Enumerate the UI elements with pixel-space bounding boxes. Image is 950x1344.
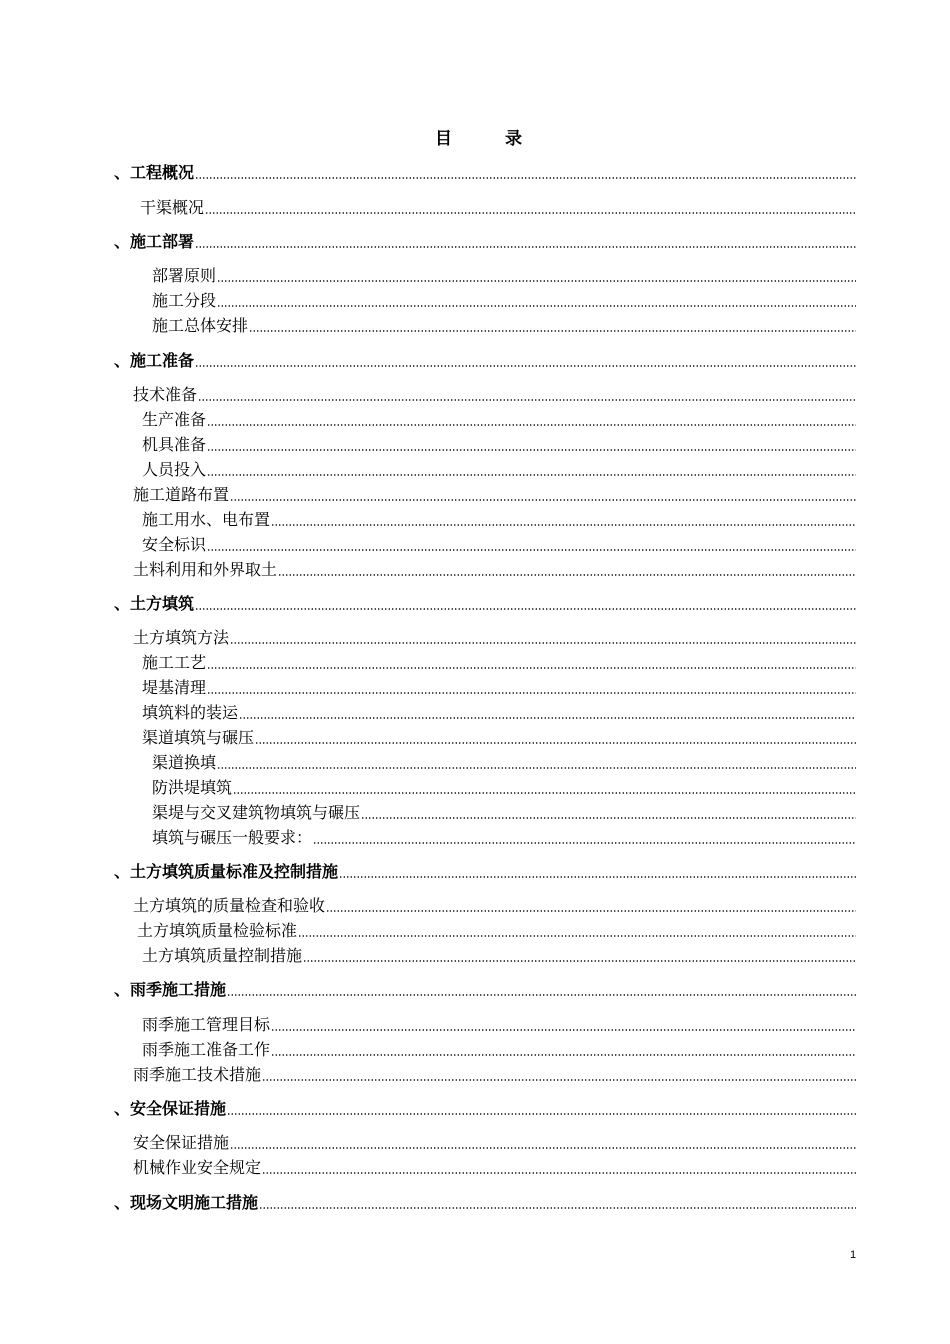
dot-leader	[233, 791, 856, 795]
dot-leader	[195, 176, 856, 180]
dot-leader	[361, 816, 856, 820]
toc-entry[interactable]	[114, 1099, 856, 1119]
toc-title: 目 录	[435, 129, 540, 149]
dot-leader	[262, 1078, 856, 1082]
toc-entry-label: 、工程概况	[114, 163, 195, 182]
toc-entry[interactable]	[133, 1065, 856, 1085]
toc-entry-label: 施工工艺	[142, 653, 207, 672]
toc-entry-label: 雨季施工管理目标	[142, 1015, 271, 1034]
dot-leader	[207, 423, 856, 427]
dot-leader	[230, 641, 856, 645]
dot-leader	[230, 1146, 856, 1150]
dot-leader	[207, 691, 856, 695]
toc-entry[interactable]	[152, 316, 856, 336]
toc-entry[interactable]	[152, 828, 856, 848]
toc-entry-label: 雨季施工技术措施	[133, 1065, 262, 1084]
toc-entry[interactable]	[152, 778, 856, 798]
toc-entry-label: 安全保证措施	[133, 1133, 230, 1152]
toc-entry-label: 干渠概况	[140, 198, 205, 217]
toc-entry[interactable]	[137, 921, 856, 941]
toc-entry-label: 雨季施工准备工作	[142, 1040, 271, 1059]
dot-leader	[195, 364, 856, 368]
dot-leader	[217, 279, 856, 283]
toc-entry[interactable]	[114, 232, 856, 252]
dot-leader	[339, 875, 856, 879]
toc-entry-label: 生产准备	[142, 410, 207, 429]
dot-leader	[195, 245, 856, 249]
toc-entry[interactable]	[114, 594, 856, 614]
dot-leader	[271, 1053, 856, 1057]
dot-leader	[205, 211, 856, 215]
toc-entry-label: 填筑料的装运	[142, 703, 239, 722]
toc-entry[interactable]	[152, 753, 856, 773]
dot-leader	[249, 329, 856, 333]
toc-entry-label: 、土方填筑	[114, 594, 195, 613]
dot-leader	[217, 766, 856, 770]
toc-entry[interactable]	[114, 351, 856, 371]
toc-entry-label: 机具准备	[142, 435, 207, 454]
toc-entry-label: 安全标识	[142, 535, 207, 554]
toc-entry[interactable]	[140, 198, 856, 218]
toc-entry[interactable]	[114, 980, 856, 1000]
toc-entry[interactable]	[142, 460, 856, 480]
toc-entry[interactable]	[114, 1193, 856, 1213]
toc-entry-label: 、安全保证措施	[114, 1099, 227, 1118]
toc-entry-label: 、现场文明施工措施	[114, 1193, 259, 1212]
toc-entry-label: 、土方填筑质量标准及控制措施	[114, 862, 339, 881]
toc-entry-label: 土方填筑方法	[133, 628, 230, 647]
toc-entry-label: 填筑与碾压一般要求：	[152, 828, 313, 847]
toc-entry-label: 施工用水、电布置	[142, 510, 271, 529]
toc-entry-label: 施工总体安排	[152, 316, 249, 335]
toc-entry-label: 施工道路布置	[133, 485, 230, 504]
toc-entry[interactable]	[133, 485, 856, 505]
toc-entry[interactable]	[142, 728, 856, 748]
dot-leader	[198, 398, 856, 402]
toc-entry[interactable]	[142, 1015, 856, 1035]
dot-leader	[195, 607, 856, 611]
toc-entry[interactable]	[133, 896, 856, 916]
toc-entry[interactable]	[133, 1133, 856, 1153]
toc-entry-label: 技术准备	[133, 385, 198, 404]
toc-entry-label: 施工分段	[152, 291, 217, 310]
dot-leader	[207, 448, 856, 452]
dot-leader	[217, 304, 856, 308]
toc-entry[interactable]	[133, 1158, 856, 1178]
dot-leader	[313, 841, 856, 845]
toc-entry[interactable]	[142, 410, 856, 430]
toc-entry-label: 、施工部署	[114, 232, 195, 251]
toc-entry[interactable]	[133, 385, 856, 405]
toc-entry-label: 渠道填筑与碾压	[142, 728, 255, 747]
dot-leader	[259, 1206, 856, 1210]
toc-entry-label: 土方填筑质量控制措施	[142, 946, 303, 965]
toc-entry[interactable]	[114, 163, 856, 183]
toc-entry[interactable]	[152, 266, 856, 286]
dot-leader	[326, 909, 856, 913]
toc-entry[interactable]	[142, 678, 856, 698]
toc-entry[interactable]	[152, 291, 856, 311]
dot-leader	[271, 523, 856, 527]
toc-entry-label: 、施工准备	[114, 351, 195, 370]
toc-entry-label: 土方填筑质量检验标准	[137, 921, 298, 940]
toc-entry-label: 、雨季施工措施	[114, 980, 227, 999]
toc-entry[interactable]	[142, 653, 856, 673]
page-number: 1	[850, 1249, 857, 1261]
dot-leader	[230, 498, 856, 502]
toc-entry[interactable]	[152, 803, 856, 823]
toc-entry-label: 机械作业安全规定	[133, 1158, 262, 1177]
toc-entry-label: 渠堤与交叉建筑物填筑与碾压	[152, 803, 361, 822]
toc-entry-label: 部署原则	[152, 266, 217, 285]
toc-entry[interactable]	[142, 435, 856, 455]
toc-entry[interactable]	[133, 628, 856, 648]
dot-leader	[298, 934, 856, 938]
toc-entry[interactable]	[114, 862, 856, 882]
dot-leader	[227, 1112, 856, 1116]
dot-leader	[207, 473, 856, 477]
toc-entry-label: 土料利用和外界取土	[133, 560, 278, 579]
toc-entry-label: 渠道换填	[152, 753, 217, 772]
dot-leader	[271, 1028, 856, 1032]
toc-entry[interactable]	[133, 560, 856, 580]
dot-leader	[278, 573, 856, 577]
dot-leader	[239, 716, 856, 720]
dot-leader	[207, 548, 856, 552]
dot-leader	[262, 1171, 856, 1175]
toc-entry-label: 人员投入	[142, 460, 207, 479]
toc-entry-label: 防洪堤填筑	[152, 778, 233, 797]
dot-leader	[255, 741, 856, 745]
toc-entry[interactable]	[142, 510, 856, 530]
dot-leader	[303, 959, 856, 963]
dot-leader	[207, 666, 856, 670]
toc-entry[interactable]	[142, 1040, 856, 1060]
toc-entry-label: 土方填筑的质量检查和验收	[133, 896, 326, 915]
toc-entry[interactable]	[142, 535, 856, 555]
toc-entry-label: 堤基清理	[142, 678, 207, 697]
dot-leader	[227, 993, 856, 997]
toc-entry[interactable]	[142, 946, 856, 966]
toc-entry[interactable]	[142, 703, 856, 723]
